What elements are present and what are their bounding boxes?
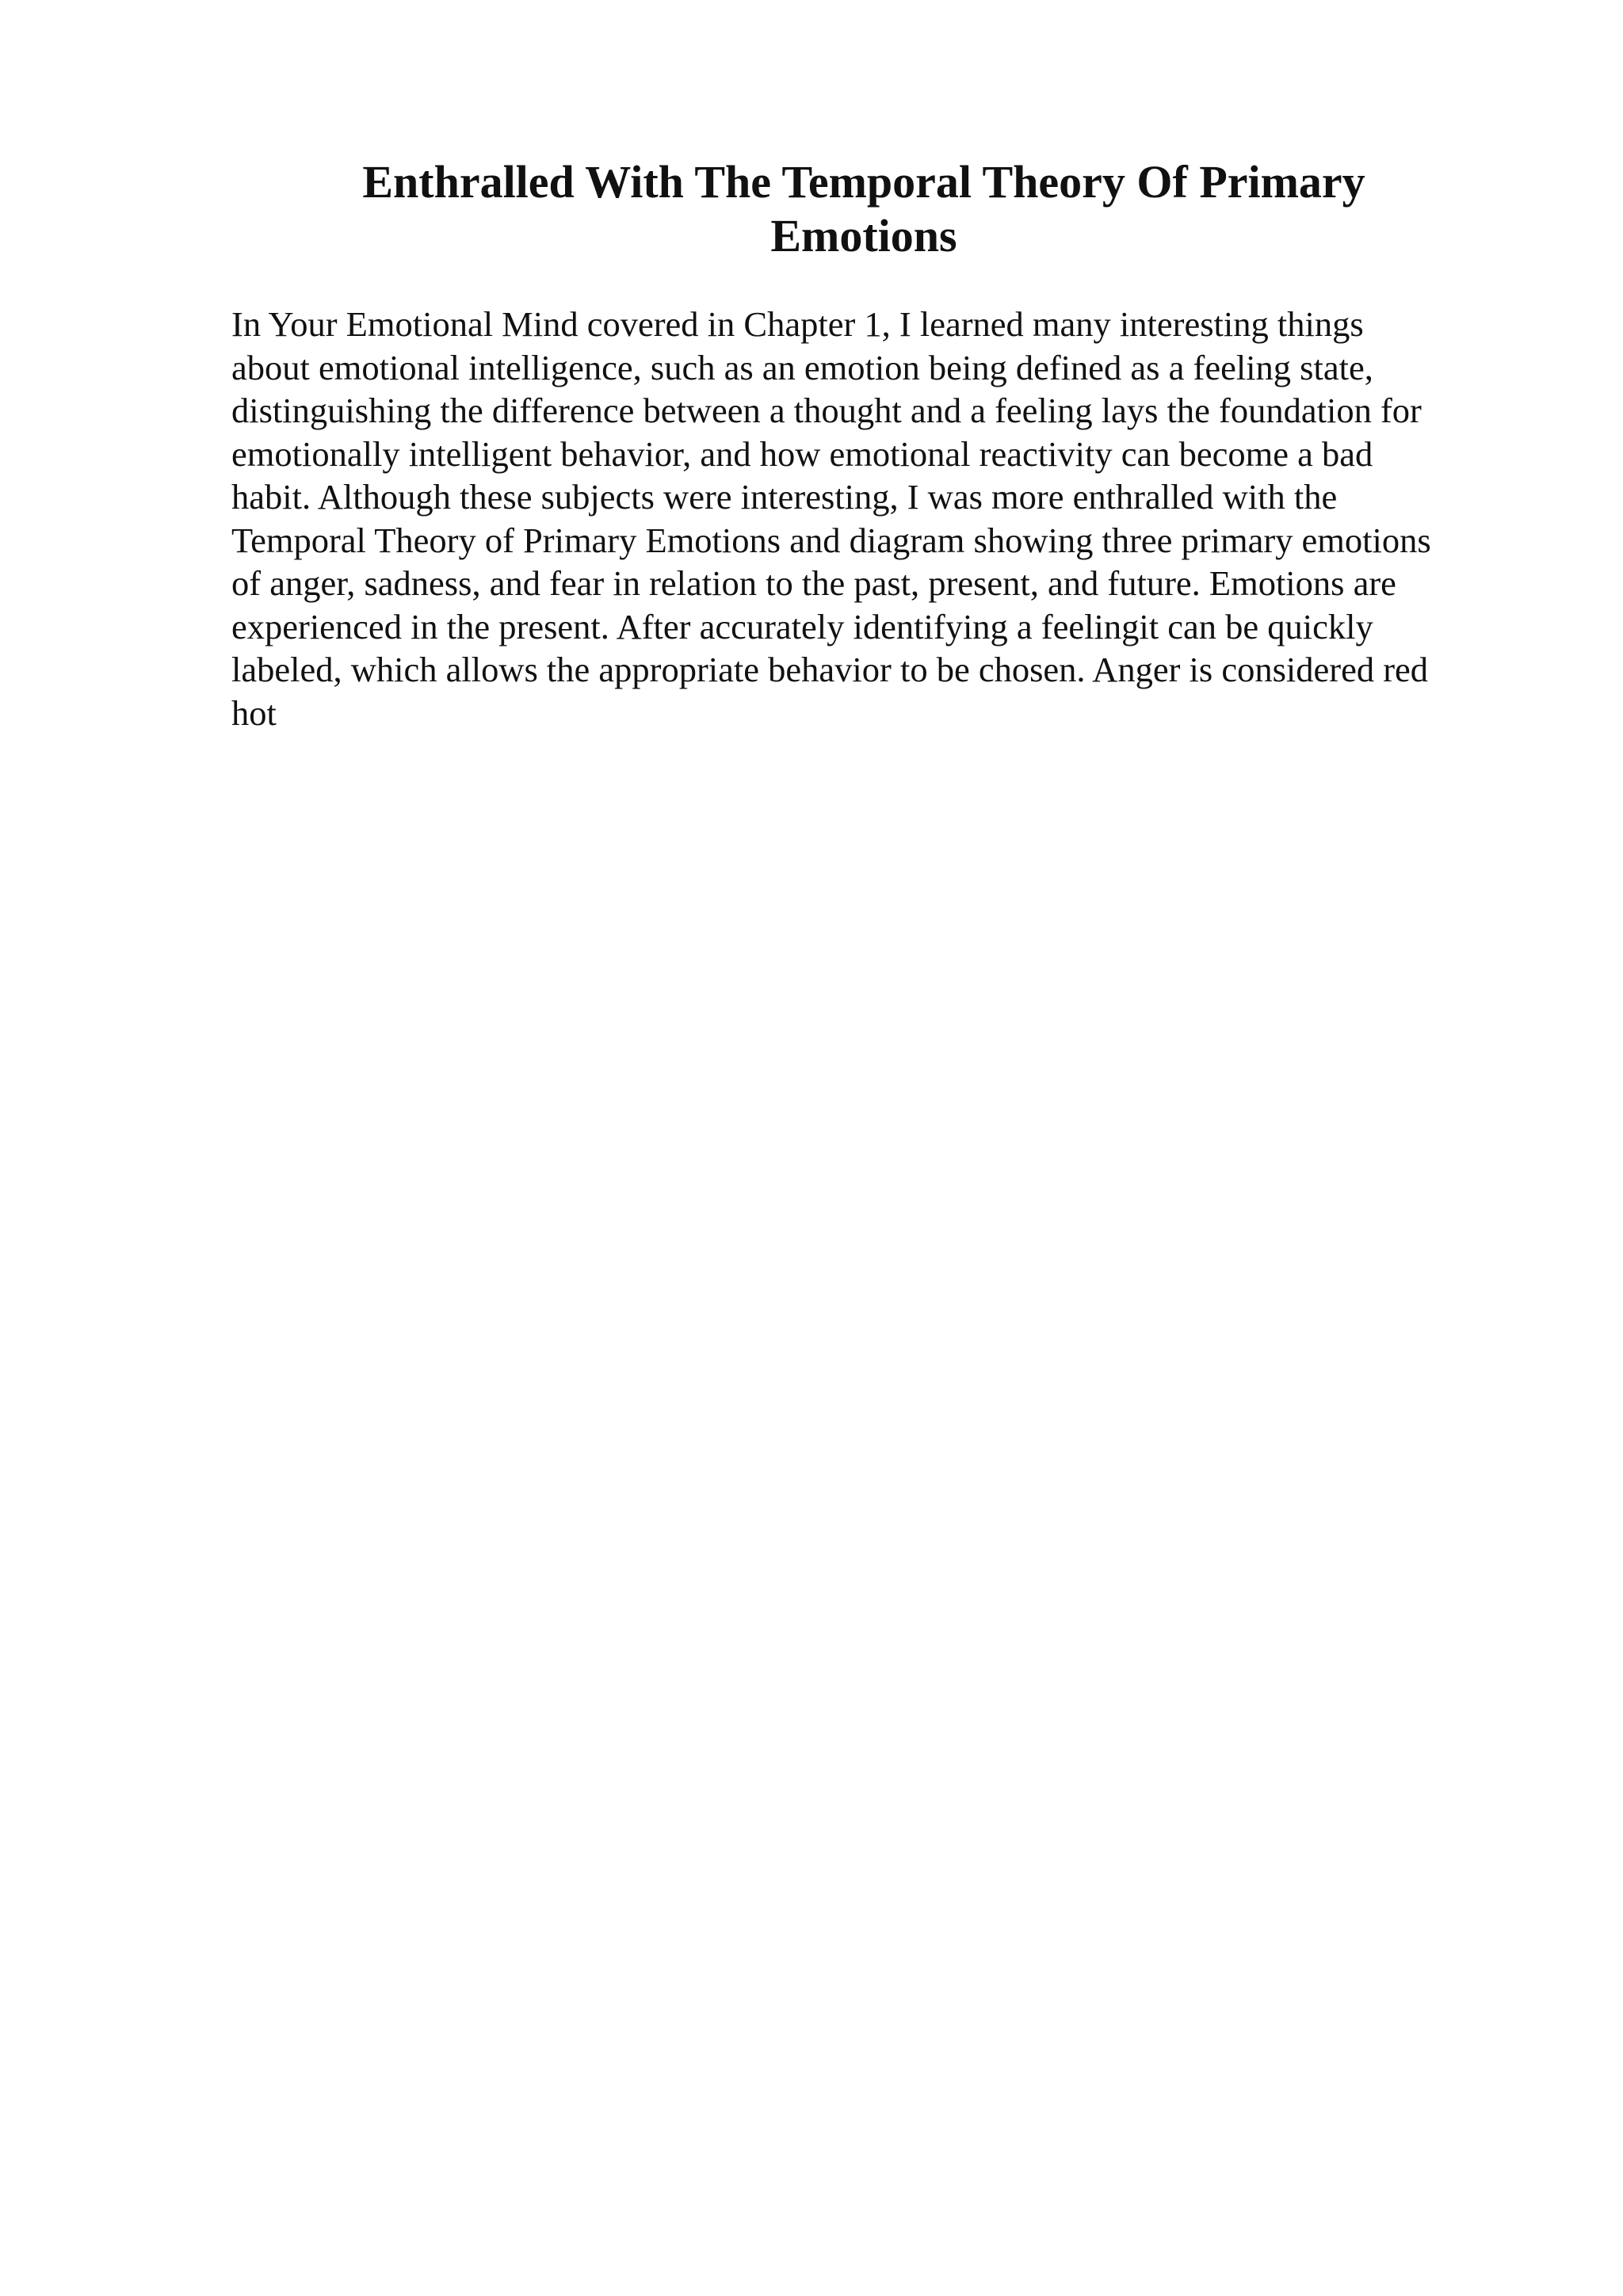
body-line: In Your Emotional Mind covered in Chapter 1, I learned many interesting things <box>231 304 1364 344</box>
body-line: experienced in the present. After accurately identifying a feelingit can be quickly <box>231 606 1373 646</box>
body-line: of anger, sadness, and fear in relation to the past, present, and future. Emotions are <box>231 563 1396 603</box>
title-line: Emotions <box>770 210 957 261</box>
title-line: Enthralled With The Temporal Theory Of Primary <box>362 156 1365 208</box>
body-line: emotionally intelligent behavior, and how emotional reactivity can become a bad <box>231 433 1373 474</box>
body-line: habit. Although these subjects were interesting, I was more enthralled with the <box>231 477 1338 517</box>
document-title <box>230 155 1498 263</box>
body-line: Temporal Theory of Primary Emotions and diagram showing three primary emotions <box>231 520 1431 560</box>
body-line: labeled, which allows the appropriate behavior to be chosen. Anger is considered red <box>231 650 1429 689</box>
body-line: distinguishing the difference between a thought and a feeling lays the foundation for <box>231 391 1422 430</box>
body-line: hot <box>231 692 277 733</box>
body-paragraph <box>231 303 1506 734</box>
body-line: about emotional intelligence, such as an emotion being defined as a feeling state, <box>231 347 1373 387</box>
